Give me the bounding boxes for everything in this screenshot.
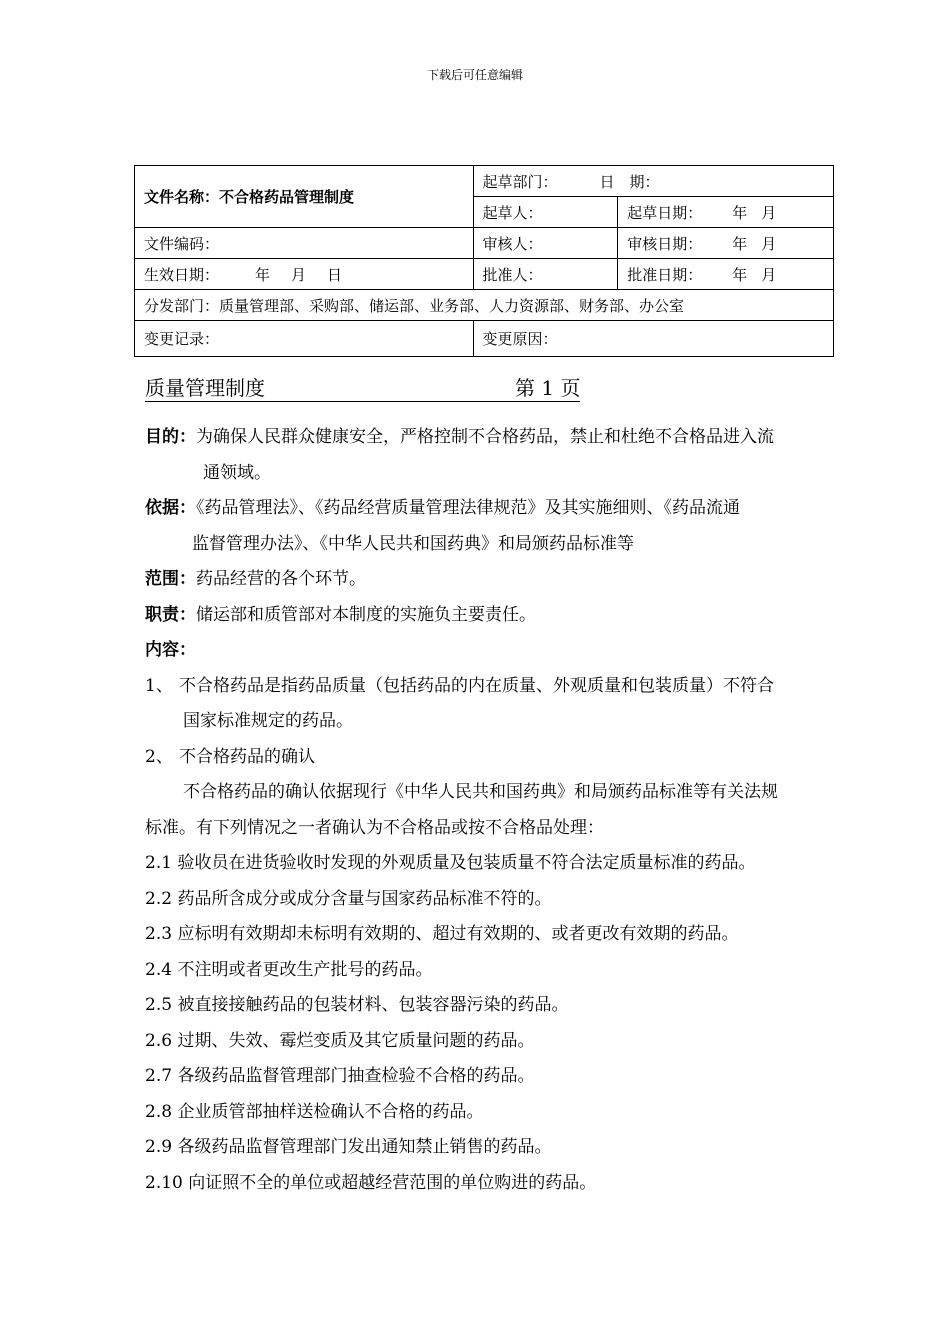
sub-item: 2.8 企业质管部抽样送检确认不合格的药品。 [145, 1101, 484, 1122]
approver-cell: 批准人： [473, 259, 618, 290]
effective-date-label: 生效日期： [144, 265, 220, 284]
sub-item: 2.3 应标明有效期却未标明有效期的、超过有效期的、或者更改有效期的药品。 [145, 924, 739, 944]
content-paragraph: 不合格药品的确认依据现行《中华人民共和国药典》和局颁药品标准等有关法规 [183, 782, 778, 802]
duty-text: 储运部和质管部对本制度的实施负主要责任。 [196, 604, 536, 625]
scope-line [145, 562, 865, 598]
draft-dept-date-label: 日 期： [599, 172, 660, 191]
approve-date-cell [618, 259, 834, 290]
review-date-cell [618, 228, 834, 259]
sub-item: 2.5 被直接接触药品的包装材料、包装容器污染的药品。 [145, 995, 569, 1015]
item-number: 2、 [145, 746, 173, 767]
purpose-line [145, 420, 865, 456]
content-label: 内容： [145, 640, 196, 660]
item-text: 不合格药品是指药品质量（包括药品的内在质量、外观质量和包装质量）不符合 [179, 675, 774, 696]
sub-item: 2.7 各级药品监督管理部门抽查检验不合格的药品。 [145, 1066, 535, 1086]
sub-item: 2.2 药品所含成分或成分含量与国家药品标准不符的。 [145, 888, 552, 909]
document-title: 质量管理制度 [145, 372, 515, 402]
sub-item: 2.10 向证照不全的单位或超越经营范围的单位购进的药品。 [145, 1172, 597, 1193]
review-date-label: 审核日期： [627, 234, 703, 253]
change-record-cell: 变更记录： [135, 321, 474, 357]
year-label: 年 [732, 203, 748, 222]
purpose-continuation: 通领域。 [203, 462, 271, 483]
approve-date-label: 批准日期： [627, 265, 703, 284]
sub-item: 2.6 过期、失效、霉烂变质及其它质量问题的药品。 [145, 1030, 535, 1051]
draft-date-label: 起草日期： [627, 203, 703, 222]
content-item-2 [145, 740, 865, 776]
year-label: 年 [732, 265, 748, 284]
doc-code-cell: 文件编码： [135, 228, 474, 259]
document-meta-table [134, 165, 834, 357]
content-item-1-continuation: 国家标准规定的药品。 [183, 711, 353, 731]
document-title-line [145, 372, 580, 402]
scope-text: 药品经营的各个环节。 [196, 569, 366, 589]
month-label: 月 [761, 203, 777, 222]
month-label: 月 [761, 234, 777, 253]
page-number: 第 1 页 [515, 372, 580, 402]
purpose-text: 为确保人民群众健康安全，严格控制不合格药品，禁止和杜绝不合格品进入流 [196, 427, 774, 447]
draft-dept-cell [473, 166, 834, 197]
basis-continuation: 监督管理办法》、《中华人民共和国药典》和局颁药品标准等 [192, 533, 634, 554]
draft-date-cell [618, 197, 834, 228]
purpose-label: 目的： [145, 427, 196, 447]
basis-text: 《药品管理法》、《药品经营质量管理法律规范》及其实施细则、《药品流通 [196, 498, 740, 518]
sub-item: 2.9 各级药品监督管理部门发出通知禁止销售的药品。 [145, 1137, 552, 1157]
content-paragraph-continuation: 标准。有下列情况之一者确认为不合格品或按不合格品处理： [145, 817, 604, 838]
drafter-cell: 起草人： [473, 197, 618, 228]
year-label: 年 [732, 234, 748, 253]
sub-item: 2.1 验收员在进货验收时发现的外观质量及包装质量不符合法定质量标准的药品。 [145, 853, 756, 873]
effective-date-cell [135, 259, 474, 290]
sub-item: 2.4 不注明或者更改生产批号的药品。 [145, 959, 433, 980]
month-label: 月 [291, 265, 307, 284]
year-label: 年 [255, 265, 271, 284]
content-item-1 [145, 669, 865, 705]
item-text: 不合格药品的确认 [179, 746, 315, 767]
basis-label: 依据： [145, 498, 196, 518]
header-note: 下载后可任意编辑 [426, 68, 523, 82]
month-label: 月 [761, 265, 777, 284]
doc-name-cell: 文件名称：不合格药品管理制度 [135, 166, 474, 228]
document-body [145, 420, 865, 1201]
distribution-cell: 分发部门：质量管理部、采购部、储运部、业务部、人力资源部、财务部、办公室 [135, 290, 834, 321]
change-reason-cell: 变更原因： [473, 321, 834, 357]
duty-label: 职责： [145, 604, 196, 625]
item-number: 1、 [145, 675, 173, 696]
reviewer-cell: 审核人： [473, 228, 618, 259]
basis-line [145, 491, 865, 527]
draft-dept-label: 起草部门： [482, 172, 558, 191]
duty-line [145, 598, 865, 634]
scope-label: 范围： [145, 569, 196, 589]
day-label: 日 [327, 265, 343, 284]
